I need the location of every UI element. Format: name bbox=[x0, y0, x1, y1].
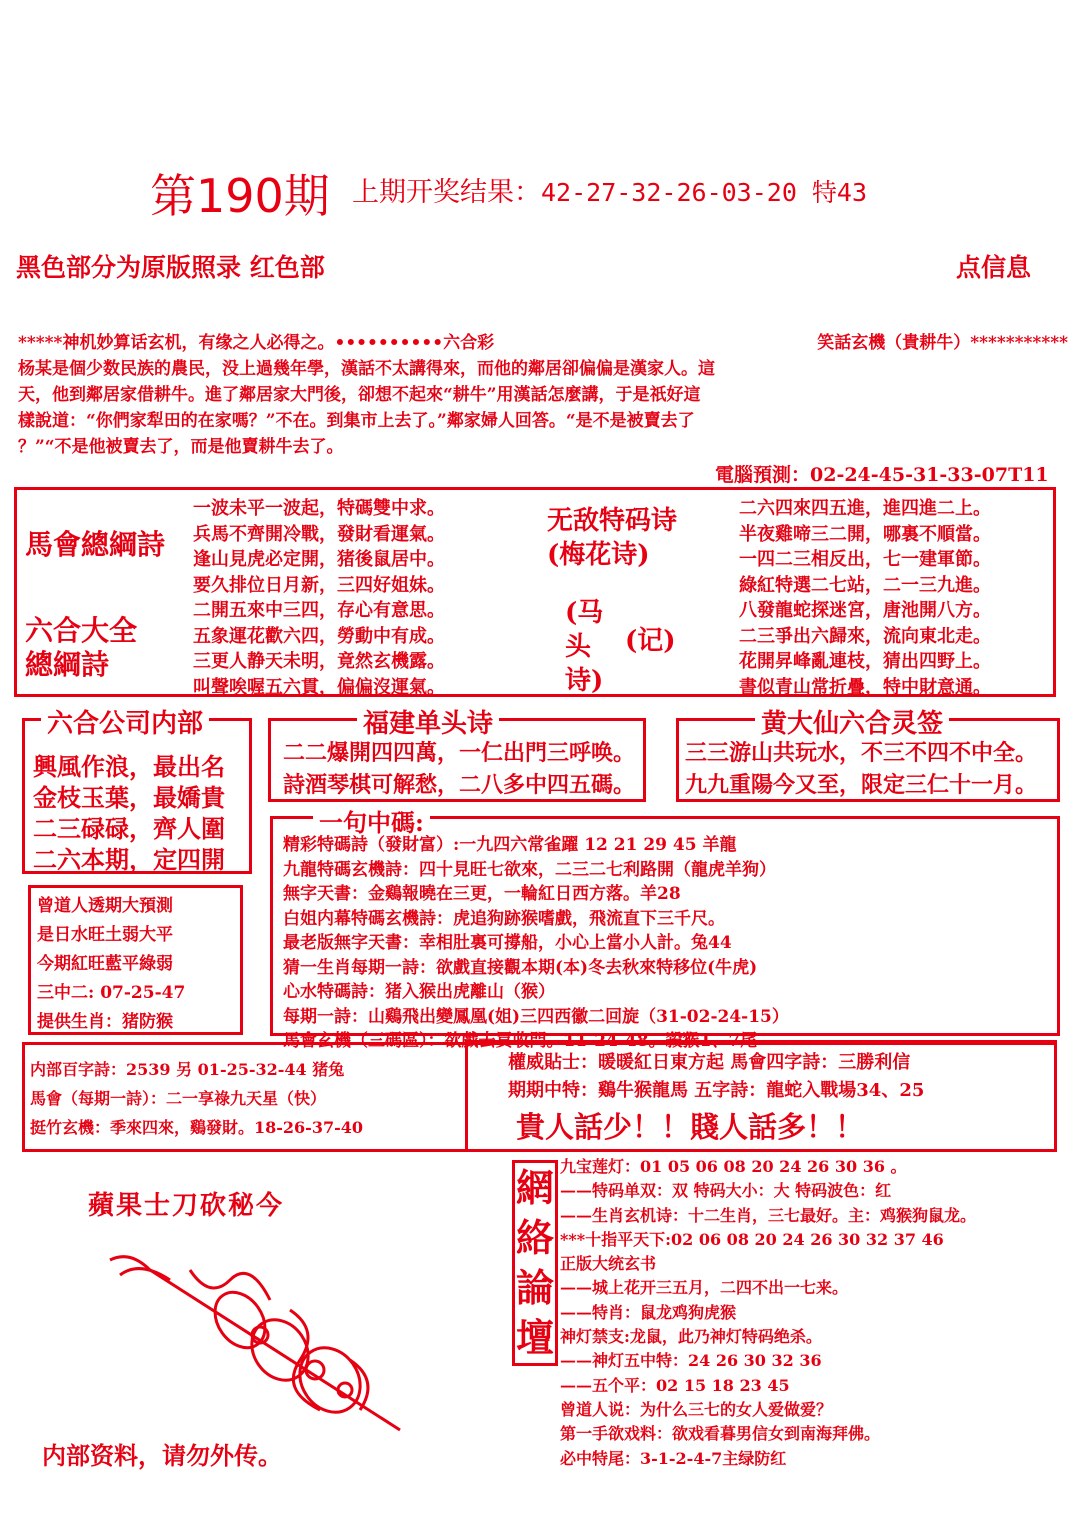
poem-line: 一波未平一波起，特碼雙中求。 bbox=[193, 498, 445, 519]
slogan: 貴人話少！！賤人話多！！ bbox=[516, 1110, 865, 1144]
forum-title: 網 絡 論 壇 bbox=[512, 1160, 558, 1366]
issue-number: 第190期 bbox=[150, 169, 330, 223]
sword-illustration-icon bbox=[90, 1240, 420, 1440]
huangdaxian-line: 九九重陽今又至，限定三仁十一月。 bbox=[685, 772, 1038, 798]
huangdaxian-lines bbox=[685, 737, 1037, 801]
label-horse-association: 馬會總綱詩 bbox=[25, 528, 166, 561]
poem-line: 二三爭出六歸來，流向東北走。 bbox=[739, 625, 991, 647]
bottom-left-line: 挺竹玄機：季來四來，鷄發財。18-26-37-40 bbox=[30, 1118, 363, 1137]
huangdaxian-box bbox=[676, 709, 1060, 802]
company-inside-box bbox=[22, 709, 252, 874]
one-sentence-line: 每期一詩：山鷄飛出變鳳凰(姐)三四西徽二回旋（31-02-24-15） bbox=[283, 1006, 789, 1027]
computer-prediction: 電腦預測：02-24-45-31-33-07T11 bbox=[715, 464, 1049, 486]
tips-box bbox=[465, 1040, 1057, 1152]
forum-line: 第一手欲戏料：欲戏看暮男信女到南海拜佛。 bbox=[560, 1424, 881, 1444]
poem-line: 八發龍蛇探迷宮，唐池開八方。 bbox=[739, 600, 991, 621]
zeng-line: 今期紅旺藍平綠弱 bbox=[37, 954, 173, 974]
label-invincible-poem: 无敌特码诗 (梅花诗) bbox=[547, 506, 678, 570]
fujian-lines bbox=[283, 737, 635, 801]
joke-line: 天，他到鄰居家借耕牛。進了鄰居家大門後，卻想不起來“耕牛”用漢話怎麼講，于是祇好這 bbox=[18, 385, 701, 405]
fujian-line: 詩酒琴棋可解愁，二八多中四五碼。 bbox=[283, 772, 636, 798]
fujian-title: 福建单头诗 bbox=[357, 703, 499, 740]
one-sentence-line: 九龍特碼玄機詩：四十見旺七欲來，二三二七利路開（龍虎羊狗） bbox=[283, 859, 776, 880]
forum-line: 必中特尾：3-1-2-4-7主绿防红 bbox=[560, 1448, 787, 1468]
fujian-poem-box bbox=[268, 709, 646, 802]
forum-line: ***十指平天下:02 06 08 20 24 26 30 32 37 46 bbox=[560, 1229, 944, 1249]
zeng-lines bbox=[37, 892, 185, 1037]
forum-line: ——神灯五中特：24 26 30 32 36 bbox=[560, 1351, 822, 1371]
one-sentence-line: 心水特碼詩：猪入猴出虎離山（猴） bbox=[283, 982, 555, 1002]
company-lines bbox=[33, 751, 225, 875]
poem-line: 一四二三相反出，七一建軍節。 bbox=[739, 549, 991, 570]
forum-line: ——五个平：02 15 18 23 45 bbox=[560, 1375, 790, 1395]
joke-line: ？”“不是他被賣去了，而是他賣耕牛去了。 bbox=[18, 437, 344, 457]
fujian-line: 二二爆開四四萬，一仁出門三呼唤。 bbox=[283, 740, 636, 766]
poem-right bbox=[739, 496, 991, 700]
poem-line: 二開五來中三四，存心有意思。 bbox=[193, 600, 445, 621]
company-line: 金枝玉葉，最嬌貴 bbox=[33, 783, 225, 812]
one-sentence-title: 一句中碼: bbox=[313, 803, 430, 838]
company-line: 二三碌碌，齊人圍 bbox=[33, 814, 225, 843]
label-ji: (记) bbox=[625, 626, 676, 656]
forum-line: 神灯禁支:龙鼠，此乃神灯特码绝杀。 bbox=[560, 1327, 822, 1347]
company-line: 興風作浪，最出名 bbox=[33, 752, 225, 781]
joke-header-right: 笑話玄機（貴耕牛）*********** bbox=[817, 333, 1068, 353]
one-sentence-line: 最老版無字天書：幸相肚裏可撐船，小心上當小人計。兔44 bbox=[283, 933, 732, 953]
joke-section bbox=[18, 330, 1068, 457]
joke-header-left: *****神机妙算话玄机，有缘之人必得之。••••••••••六合彩 bbox=[18, 333, 495, 353]
one-sentence-line: 精彩特碼詩（發財富）:一九四六常雀躍 12 21 29 45 羊龍 bbox=[283, 835, 737, 855]
one-sentence-line: 白姐内幕特碼玄機詩：虎追狗跡猴嗜戲，飛流直下三千尺。 bbox=[283, 908, 725, 929]
forum-line: 正版大统玄书 bbox=[560, 1254, 657, 1274]
one-sentence-line: 無字天書：金鷄報曉在三更，一輪紅日西方落。羊28 bbox=[283, 884, 681, 904]
huangdaxian-line: 三三游山共玩水，不三不四不中全。 bbox=[685, 740, 1038, 766]
poem-line: 叫聲唉喔五六貫，偏偏沒運氣。 bbox=[193, 676, 445, 698]
one-sentence-lines bbox=[283, 833, 789, 1054]
zeng-line: 是日水旺土弱大平 bbox=[37, 925, 173, 945]
tips-line: 期期中特：鷄牛猴龍馬 五字詩：龍蛇入戰場34、25 bbox=[508, 1080, 925, 1101]
apple-title: 蘋果士刀砍秘今 bbox=[88, 1191, 285, 1221]
tips-line: 權威貼士：暖暖紅日東方起 馬會四字詩：三勝利信 bbox=[508, 1052, 911, 1073]
poem-line: 逢山見虎必定開，猪後鼠居中。 bbox=[193, 549, 445, 570]
company-title: 六合公司内部 bbox=[41, 703, 209, 740]
huangdaxian-title: 黄大仙六合灵签 bbox=[755, 703, 949, 740]
poem-left bbox=[193, 496, 445, 700]
general-poem-box bbox=[14, 487, 1056, 697]
source-note-left: 黑色部分为原版照录 红色部 bbox=[16, 253, 325, 282]
one-sentence-line: 猜一生肖每期一詩：欲戲直接觀本期(本)冬去秋來特移位(牛虎) bbox=[283, 957, 758, 978]
forum-line: ——城上花开三五月，二四不出一七来。 bbox=[560, 1278, 849, 1298]
forum-line: 九宝莲灯：01 05 06 08 20 24 26 30 36 。 bbox=[560, 1157, 907, 1176]
forum-line: ——特肖：鼠龙鸡狗虎猴 bbox=[560, 1302, 737, 1322]
poem-line: 書似青山常折疊，特中財意通。 bbox=[739, 676, 991, 698]
previous-result-label: 上期开奖结果： bbox=[352, 177, 541, 208]
one-sentence-line: 馬會玄機（三碼區）：欲戲去買收門。11-24-48。殺猴1、7尾 bbox=[283, 1031, 758, 1051]
bottom-left-lines bbox=[30, 1055, 363, 1142]
internal-material-note: 内部资料，请勿外传。 bbox=[42, 1441, 282, 1470]
joke-line: 樣說道：“你們家犁田的在家嗎？”不在。到集市上去了。”鄰家婦人回答。“是不是被賣去了 bbox=[18, 411, 695, 431]
bottom-left-line: 内部百字詩：2539 另 01-25-32-44 猪兔 bbox=[30, 1060, 345, 1079]
poem-line: 二六四來四五進，進四進二上。 bbox=[739, 498, 991, 519]
zeng-line: 提供生肖：猪防猴 bbox=[37, 1012, 173, 1032]
poem-line: 花開昇峰亂連枝，猜出四野上。 bbox=[739, 651, 991, 672]
poem-line: 要久排位日月新，三四好姐妹。 bbox=[193, 574, 445, 596]
poem-line: 兵馬不齊開冷戰，發財看運氣。 bbox=[193, 523, 445, 545]
forum-line: ——生肖玄机诗：十二生肖，三七最好。主：鸡猴狗鼠龙。 bbox=[560, 1205, 977, 1225]
previous-result bbox=[352, 170, 867, 209]
zeng-prediction-box bbox=[28, 885, 243, 1035]
forum-lines bbox=[560, 1155, 976, 1471]
bottom-left-line: 馬會（每期一詩）：二一享祿九天星（快） bbox=[30, 1089, 327, 1108]
label-liuhe-daquan: 六合大全 總綱詩 bbox=[25, 614, 138, 681]
forum-line: ——特码单双：双 特码大小：大 特码波色：红 bbox=[560, 1181, 892, 1201]
forum-line: 曾道人说：为什么三七的女人爱做爱？ bbox=[560, 1399, 833, 1419]
company-line: 二六本期，定四開 bbox=[33, 845, 225, 874]
zeng-line: 曾道人透期大預測 bbox=[37, 896, 173, 916]
source-note-right: 点信息 bbox=[956, 253, 1032, 282]
poem-line: 半夜雞啼三二開，哪裏不順當。 bbox=[739, 523, 991, 545]
poem-line: 五象運花歡六四，勞動中有成。 bbox=[193, 625, 445, 647]
joke-line: 杨某是個少数民族的農民，没上過幾年學，漢話不太講得來，而他的鄰居卻偏偏是漢家人。這 bbox=[18, 359, 715, 379]
one-sentence-box bbox=[270, 808, 1060, 1051]
poem-line: 三更人静天未明，竟然玄機露。 bbox=[193, 651, 445, 672]
zeng-line: 三中二: 07-25-47 bbox=[37, 983, 186, 1003]
previous-result-numbers: 42-27-32-26-03-20 特43 bbox=[541, 178, 868, 207]
poem-line: 綠紅特選二七站，二一三九進。 bbox=[739, 574, 991, 596]
tips-lines bbox=[508, 1049, 924, 1105]
label-horse-head-poem: (马 头 诗) bbox=[565, 598, 604, 696]
joke-header bbox=[18, 330, 1068, 356]
